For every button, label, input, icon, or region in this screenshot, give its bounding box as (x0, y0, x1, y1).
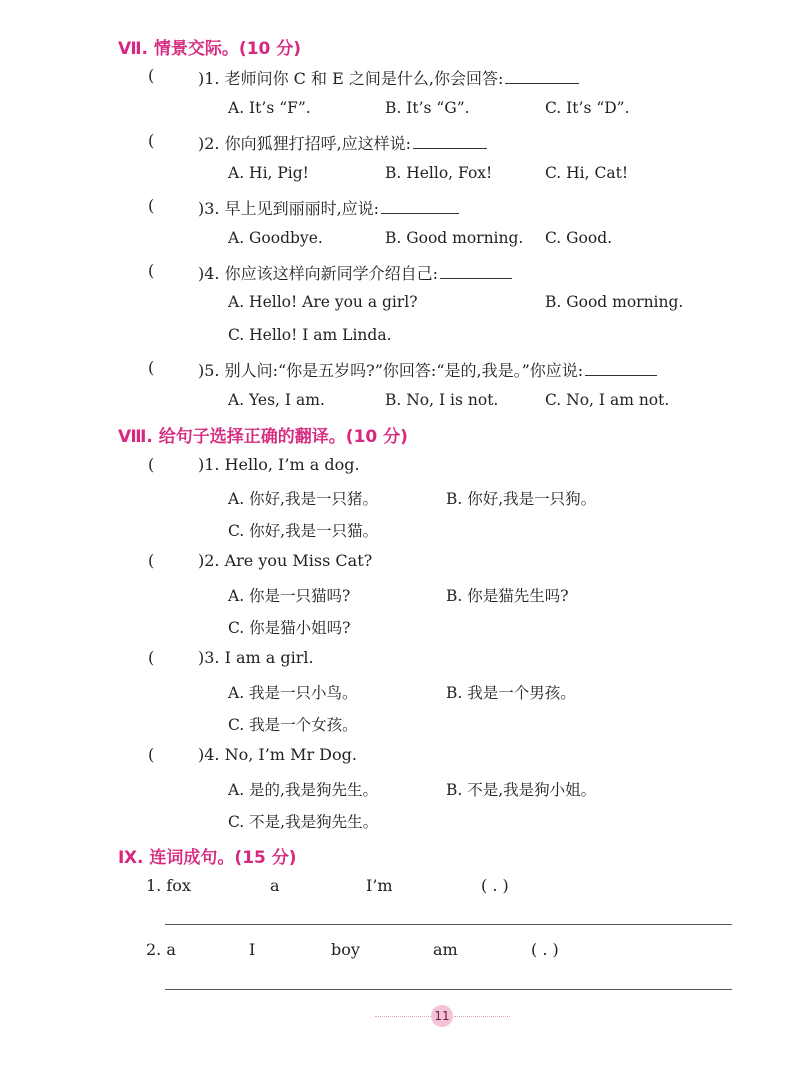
answer-paren[interactable]: ( (148, 196, 155, 215)
question-7-3: )3. 早上见到丽丽时,应说: (198, 196, 459, 219)
answer-paren[interactable]: ( (148, 358, 155, 377)
option-c: C. Good. (545, 229, 613, 247)
option-a: A. 我是一只小鸟。 (228, 684, 358, 702)
question-8-2: )2. Are you Miss Cat? (198, 551, 373, 570)
answer-blank[interactable] (585, 361, 657, 376)
answer-blank[interactable] (440, 264, 512, 279)
answer-blank[interactable] (381, 199, 459, 214)
answer-paren[interactable]: ( (148, 66, 155, 85)
answer-paren[interactable]: ( (148, 745, 155, 764)
option-c: C. Hi, Cat! (545, 164, 629, 182)
section-7-title: Ⅶ. 情景交际。(10 分) (118, 39, 302, 59)
word-number: 2. a (146, 940, 176, 959)
word-tile: a (270, 876, 280, 895)
option-a: A. Hello! Are you a girl? (228, 293, 418, 311)
option-c: C. 我是一个女孩。 (228, 716, 358, 734)
option-b: B. Good morning. (545, 293, 684, 311)
answer-paren[interactable]: ( (148, 551, 155, 570)
option-c: C. 不是,我是狗先生。 (228, 813, 379, 831)
answer-blank[interactable] (505, 69, 579, 84)
answer-paren[interactable]: ( (148, 261, 155, 280)
option-a: A. 你是一只猫吗? (228, 587, 351, 605)
word-tile: I’m (366, 876, 393, 895)
answer-paren[interactable]: ( (148, 648, 155, 667)
punctuation-hint: ( . ) (481, 876, 509, 895)
page-number: 11 (431, 1005, 453, 1027)
option-b: B. 你是猫先生吗? (446, 587, 569, 605)
option-a: A. Goodbye. (228, 229, 323, 247)
word-number: 1. fox (146, 876, 191, 895)
section-8-title: Ⅷ. 给句子选择正确的翻译。(10 分) (118, 427, 408, 447)
question-8-3: )3. I am a girl. (198, 648, 314, 667)
option-b: B. Good morning. (385, 229, 524, 247)
option-c: C. 你是猫小姐吗? (228, 619, 351, 637)
question-8-4: )4. No, I’m Mr Dog. (198, 745, 357, 764)
option-a: A. Yes, I am. (228, 391, 325, 409)
answer-line[interactable] (165, 924, 732, 925)
word-tile: boy (331, 940, 360, 959)
section-9-title: Ⅸ. 连词成句。(15 分) (118, 848, 297, 868)
option-c: C. No, I am not. (545, 391, 670, 409)
option-b: B. Hello, Fox! (385, 164, 493, 182)
option-c: C. Hello! I am Linda. (228, 326, 392, 344)
option-a: A. 是的,我是狗先生。 (228, 781, 378, 799)
question-8-1: )1. Hello, I’m a dog. (198, 455, 360, 474)
option-b: B. 你好,我是一只狗。 (446, 490, 597, 508)
option-c: C. It’s “D”. (545, 99, 630, 117)
option-b: B. It’s “G”. (385, 99, 470, 117)
option-b: B. 我是一个男孩。 (446, 684, 576, 702)
option-a: A. 你好,我是一只猪。 (228, 490, 378, 508)
answer-paren[interactable]: ( (148, 131, 155, 150)
answer-paren[interactable]: ( (148, 455, 155, 474)
question-7-1: )1. 老师问你 C 和 E 之间是什么,你会回答: (198, 66, 579, 89)
word-tile: am (433, 940, 458, 959)
option-a: A. Hi, Pig! (228, 164, 309, 182)
punctuation-hint: ( . ) (531, 940, 559, 959)
question-7-4: )4. 你应该这样向新同学介绍自己: (198, 261, 512, 284)
question-7-2: )2. 你向狐狸打招呼,应这样说: (198, 131, 487, 154)
option-a: A. It’s “F”. (228, 99, 311, 117)
answer-blank[interactable] (413, 134, 487, 149)
word-tile: I (249, 940, 256, 959)
answer-line[interactable] (165, 989, 732, 990)
question-7-5: )5. 别人问:“你是五岁吗?”你回答:“是的,我是。”你应说: (198, 358, 657, 381)
option-b: B. 不是,我是狗小姐。 (446, 781, 597, 799)
option-c: C. 你好,我是一只猫。 (228, 522, 379, 540)
footer-divider (454, 1016, 510, 1017)
option-b: B. No, I is not. (385, 391, 499, 409)
footer-divider (375, 1016, 431, 1017)
